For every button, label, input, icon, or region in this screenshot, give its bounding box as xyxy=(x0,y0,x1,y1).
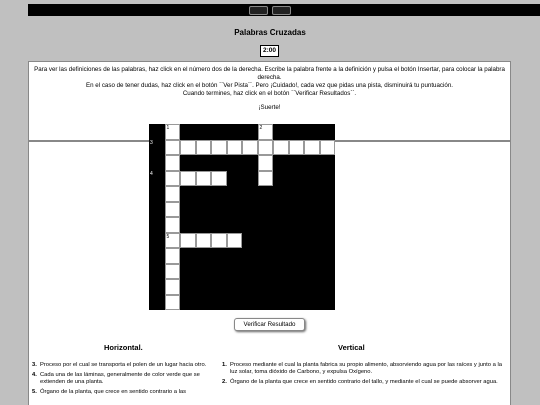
clue-item[interactable] xyxy=(32,372,222,386)
grid-block xyxy=(273,217,289,233)
grid-cell[interactable] xyxy=(227,233,243,249)
grid-block xyxy=(149,202,165,218)
grid-cell[interactable] xyxy=(165,186,181,202)
grid-block xyxy=(180,264,196,280)
clue-text: Proceso por el cual se transporta el polen de un lugar hacia otro. xyxy=(40,362,207,368)
grid-block xyxy=(227,264,243,280)
grid-block xyxy=(320,233,336,249)
grid-block xyxy=(258,279,274,295)
clue-number-marker: 4 xyxy=(150,170,153,177)
grid-cell[interactable] xyxy=(320,140,336,156)
grid-block xyxy=(227,217,243,233)
grid-cell[interactable] xyxy=(196,171,212,187)
grid-block xyxy=(258,186,274,202)
grid-block xyxy=(289,202,305,218)
grid-block xyxy=(289,295,305,311)
grid-block xyxy=(289,248,305,264)
grid-block xyxy=(242,264,258,280)
grid-cell[interactable] xyxy=(258,140,274,156)
grid-block xyxy=(180,202,196,218)
grid-block xyxy=(149,186,165,202)
grid-block xyxy=(227,295,243,311)
grid-block xyxy=(273,248,289,264)
clue-text: Proceso mediante el cual la planta fabrica su propio alimento, absorviendo agua por las raíces y junto a la luz solar, toma dióxido de Carbono, y expulsa Oxígeno. xyxy=(230,362,502,375)
clue-item[interactable] xyxy=(222,362,507,376)
clue-number-marker: 3 xyxy=(150,139,153,146)
grid-block xyxy=(320,202,336,218)
grid-block xyxy=(320,186,336,202)
grid-block xyxy=(227,248,243,264)
grid-block xyxy=(180,279,196,295)
grid-block xyxy=(258,233,274,249)
grid-block xyxy=(242,248,258,264)
clue-text: Órgano de la planta que crece en sentido contrario del tallo, y mediante el cual se puede absorver agua. xyxy=(230,379,498,385)
grid-block xyxy=(304,217,320,233)
grid-block xyxy=(211,295,227,311)
grid-block xyxy=(149,264,165,280)
grid-block xyxy=(196,264,212,280)
grid-cell[interactable] xyxy=(289,140,305,156)
grid-block xyxy=(304,171,320,187)
grid-cell[interactable] xyxy=(180,140,196,156)
grid-cell[interactable] xyxy=(165,217,181,233)
instruction-line: Cuando termines, haz click en el botón ``Verificar Resultados``. xyxy=(182,90,357,97)
grid-block xyxy=(242,171,258,187)
grid-block xyxy=(180,248,196,264)
grid-cell[interactable] xyxy=(165,264,181,280)
grid-block xyxy=(304,202,320,218)
grid-block xyxy=(149,155,165,171)
top-button-right[interactable] xyxy=(272,6,291,15)
grid-block xyxy=(320,279,336,295)
grid-cell[interactable] xyxy=(165,202,181,218)
grid-block xyxy=(304,155,320,171)
grid-block xyxy=(211,155,227,171)
grid-block xyxy=(320,264,336,280)
grid-block xyxy=(196,155,212,171)
vertical-heading: Vertical xyxy=(338,343,365,352)
instruction-line: Para ver las definiciones de las palabras, haz click en el número dos de la derecha. Escribe la palabra frente a la definición y pulsa el botón Insertar, para colocar la palabra derecha. xyxy=(34,66,505,81)
grid-block xyxy=(273,233,289,249)
grid-block xyxy=(149,171,165,187)
grid-block xyxy=(273,202,289,218)
grid-cell[interactable] xyxy=(165,140,181,156)
grid-cell[interactable] xyxy=(211,171,227,187)
grid-block xyxy=(273,155,289,171)
grid-block xyxy=(242,186,258,202)
grid-block xyxy=(149,295,165,311)
grid-block xyxy=(258,248,274,264)
clue-number: 5. xyxy=(32,389,37,395)
clue-number-marker: 5 xyxy=(166,233,170,240)
grid-block xyxy=(289,264,305,280)
grid-cell[interactable] xyxy=(165,171,181,187)
grid-cell[interactable] xyxy=(227,140,243,156)
grid-block xyxy=(320,171,336,187)
grid-cell[interactable] xyxy=(258,124,274,140)
clue-text: Cada una de las láminas, generalmente de color verde que se extienden de una planta. xyxy=(40,372,200,385)
top-button-left[interactable] xyxy=(249,6,268,15)
grid-block xyxy=(227,171,243,187)
grid-block xyxy=(242,155,258,171)
clue-number: 4. xyxy=(32,372,37,378)
grid-block xyxy=(320,248,336,264)
grid-block xyxy=(149,233,165,249)
grid-cell[interactable] xyxy=(165,233,181,249)
grid-block xyxy=(196,248,212,264)
clue-number: 2. xyxy=(222,379,227,385)
grid-block xyxy=(289,217,305,233)
grid-block xyxy=(211,264,227,280)
grid-cell[interactable] xyxy=(211,140,227,156)
grid-block xyxy=(196,217,212,233)
grid-cell[interactable] xyxy=(242,140,258,156)
grid-cell[interactable] xyxy=(180,233,196,249)
grid-block xyxy=(304,264,320,280)
grid-block xyxy=(180,124,196,140)
grid-block xyxy=(242,217,258,233)
grid-block xyxy=(180,186,196,202)
grid-cell[interactable] xyxy=(304,140,320,156)
horizontal-clues xyxy=(32,362,222,399)
grid-block xyxy=(289,124,305,140)
grid-block xyxy=(273,279,289,295)
clue-number-marker: 1 xyxy=(166,125,170,131)
grid-block xyxy=(149,217,165,233)
vertical-clues xyxy=(222,362,507,389)
grid-block xyxy=(273,171,289,187)
grid-block xyxy=(196,295,212,311)
grid-cell[interactable] xyxy=(165,124,181,140)
grid-block xyxy=(149,140,165,156)
grid-block xyxy=(180,217,196,233)
grid-block xyxy=(196,124,212,140)
grid-block xyxy=(320,155,336,171)
instruction-line: En el caso de tener dudas, haz click en el botón ``Ver Pista``. Pero ¡Cuidado!, cada vez que pidas una pista, disminuirá tu puntuación. xyxy=(86,82,453,89)
grid-block xyxy=(227,124,243,140)
grid-block xyxy=(211,202,227,218)
grid-block xyxy=(304,233,320,249)
grid-block xyxy=(304,248,320,264)
grid-block xyxy=(289,171,305,187)
grid-block xyxy=(304,279,320,295)
grid-block xyxy=(273,264,289,280)
grid-block xyxy=(320,124,336,140)
grid-block xyxy=(242,124,258,140)
grid-block xyxy=(211,217,227,233)
grid-cell[interactable] xyxy=(258,171,274,187)
grid-block xyxy=(258,295,274,311)
page-title: Palabras Cruzadas xyxy=(234,28,306,37)
clue-number-marker: 2 xyxy=(259,125,263,131)
clue-text: Órgano de la planta, que crece en sentido contrario a las xyxy=(40,389,186,395)
grid-block xyxy=(211,248,227,264)
grid-cell[interactable] xyxy=(196,233,212,249)
instruction-line: ¡Suerte! xyxy=(258,104,281,111)
grid-block xyxy=(258,264,274,280)
crossword-grid xyxy=(149,124,335,310)
grid-block xyxy=(211,124,227,140)
grid-block xyxy=(304,295,320,311)
grid-block xyxy=(242,233,258,249)
grid-block xyxy=(149,124,165,140)
grid-block xyxy=(196,202,212,218)
grid-block xyxy=(227,202,243,218)
grid-block xyxy=(242,202,258,218)
grid-block xyxy=(149,279,165,295)
grid-block xyxy=(196,186,212,202)
grid-block xyxy=(304,124,320,140)
grid-block xyxy=(196,279,212,295)
grid-cell[interactable] xyxy=(258,155,274,171)
grid-block xyxy=(227,155,243,171)
grid-cell[interactable] xyxy=(273,140,289,156)
grid-block xyxy=(149,248,165,264)
grid-block xyxy=(289,279,305,295)
grid-block xyxy=(242,279,258,295)
clue-item[interactable] xyxy=(32,389,222,396)
grid-block xyxy=(180,155,196,171)
grid-block xyxy=(320,217,336,233)
clue-number: 1. xyxy=(222,362,227,368)
clue-item[interactable] xyxy=(222,379,507,386)
grid-block xyxy=(289,155,305,171)
grid-cell[interactable] xyxy=(211,233,227,249)
grid-block xyxy=(211,279,227,295)
grid-block xyxy=(273,124,289,140)
grid-cell[interactable] xyxy=(196,140,212,156)
grid-cell[interactable] xyxy=(180,171,196,187)
grid-block xyxy=(180,295,196,311)
grid-block xyxy=(258,202,274,218)
grid-cell[interactable] xyxy=(165,279,181,295)
grid-block xyxy=(289,186,305,202)
grid-block xyxy=(258,217,274,233)
grid-block xyxy=(273,295,289,311)
horizontal-heading: Horizontal. xyxy=(104,343,143,352)
timer: 2:00 xyxy=(260,45,279,57)
clue-number: 3. xyxy=(32,362,37,368)
grid-block xyxy=(273,186,289,202)
grid-block xyxy=(320,295,336,311)
grid-cell[interactable] xyxy=(165,155,181,171)
grid-block xyxy=(304,186,320,202)
grid-cell[interactable] xyxy=(165,295,181,311)
grid-block xyxy=(211,186,227,202)
grid-block xyxy=(289,233,305,249)
verify-button[interactable]: Verificar Resultado xyxy=(234,318,305,331)
clue-item[interactable] xyxy=(32,362,222,369)
grid-cell[interactable] xyxy=(165,248,181,264)
grid-block xyxy=(242,295,258,311)
grid-block xyxy=(227,279,243,295)
grid-block xyxy=(227,186,243,202)
